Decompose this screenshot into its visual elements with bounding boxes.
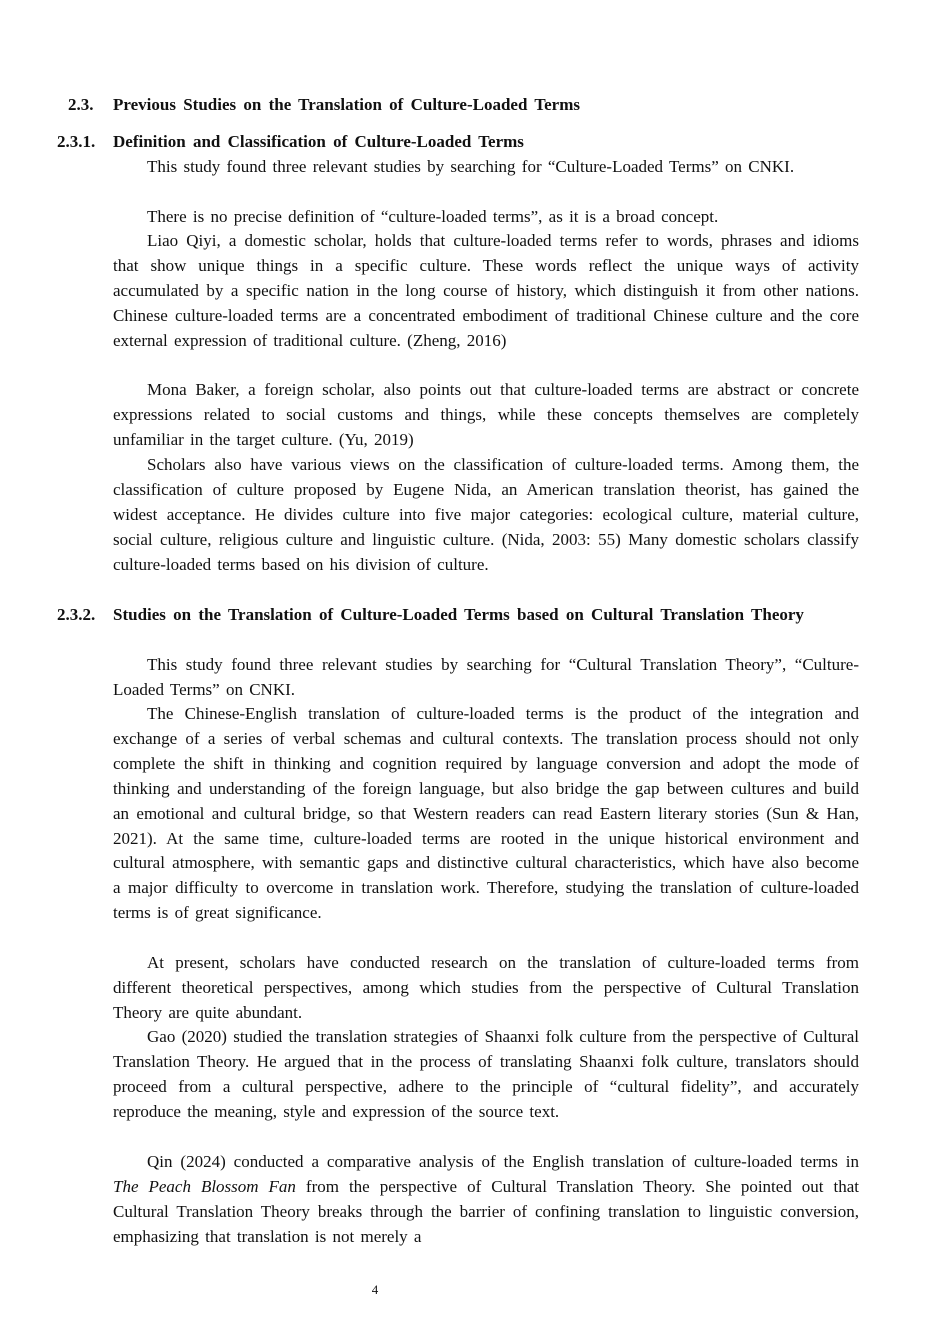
paragraph-text: Qin (2024) conducted a comparative analysis of the English translation of culture-loaded terms in <box>147 1152 859 1171</box>
section-heading-2-3-2 <box>0 602 860 652</box>
paragraph-text: from the perspective of Cultural Translation Theory. She pointed out that Cultural Translation Theory breaks through the barrier of confining translation to linguistic conversion, emphasizing that translation is not merely a <box>113 1176 860 1246</box>
paragraph <box>113 1150 859 1250</box>
paragraph: At present, scholars have conducted research on the translation of culture-loaded terms from different theoretical perspectives, among which studies from the perspective of Cultural Translation Theory are quite abundant. <box>113 953 859 1022</box>
section-number: 2.3.2. <box>57 605 96 624</box>
paragraph: The Chinese-English translation of culture-loaded terms is the product of the integration and exchange of a series of verbal schemas and cultural contexts. The translation process should not only complete the shift in thinking and cognition required by language conversion and adopt the mode of thinking and understanding of the foreign language, but also bridge the gap between cultures and build an emotional and cultural bridge, so that Western readers can read Eastern literary stories (Sun & Han, 2021). At the same time, culture-loaded terms are rooted in the unique historical environment and cultural atmosphere, with semantic gaps and distinctive cultural characteristics, which have also become a major difficulty to overcome in translation work. Therefore, studying the translation of culture-loaded terms is of great significance. <box>113 704 859 923</box>
section-number: 2.3.1. <box>57 132 96 151</box>
paragraph: Gao (2020) studied the translation strategies of Shaanxi folk culture from the perspective of Cultural Translation Theory. He argued that in the process of translating Shaanxi folk culture, translators should proceed from a cultural perspective, adhere to the principle of “cultural fidelity”, and accurately reproduce the meaning, style and expression of the source text. <box>113 1027 859 1121</box>
book-title: The Peach Blossom Fan <box>113 1176 296 1196</box>
paragraph: This study found three relevant studies by searching for “Cultural Translation Theory”, “Culture-Loaded Terms” on CNKI. <box>113 655 859 699</box>
paragraph: Scholars also have various views on the classification of culture-loaded terms. Among them, the classification of culture proposed by Eugene Nida, an American translation theorist, has gained the widest acceptance. He divides culture into five major categories: ecological culture, material culture, social culture, religious culture and linguistic culture. (Nida, 2003: 55) Many domestic scholars classify culture-loaded terms based on his division of culture. <box>113 455 859 574</box>
section-title: Definition and Classification of Culture-Loaded Terms <box>113 132 524 151</box>
paragraph: Liao Qiyi, a domestic scholar, holds that culture-loaded terms refer to words, phrases and idioms that show unique things in a specific culture. These words reflect the unique ways of activity accumulated by a specific nation in the long course of history, which distinguish it from other nations. Chinese culture-loaded terms are a concentrated embodiment of traditional Chinese culture and the core external expression of traditional culture. (Zheng, 2016) <box>113 231 859 350</box>
page-number: 4 <box>371 1282 379 1297</box>
paragraph: This study found three relevant studies by searching for “Culture-Loaded Terms” on CNKI. <box>147 157 795 176</box>
section-title: Previous Studies on the Translation of Culture-Loaded Terms <box>113 95 580 114</box>
paragraph: There is no precise definition of “culture-loaded terms”, as it is a broad concept. <box>147 207 719 226</box>
section-title: Studies on the Translation of Culture-Loaded Terms based on Cultural Translation Theory <box>113 605 804 624</box>
section-number: 2.3. <box>68 95 94 114</box>
paragraph: Mona Baker, a foreign scholar, also points out that culture-loaded terms are abstract or concrete expressions related to social customs and things, while these concepts themselves are completely unfamiliar in the target culture. (Yu, 2019) <box>113 380 859 449</box>
